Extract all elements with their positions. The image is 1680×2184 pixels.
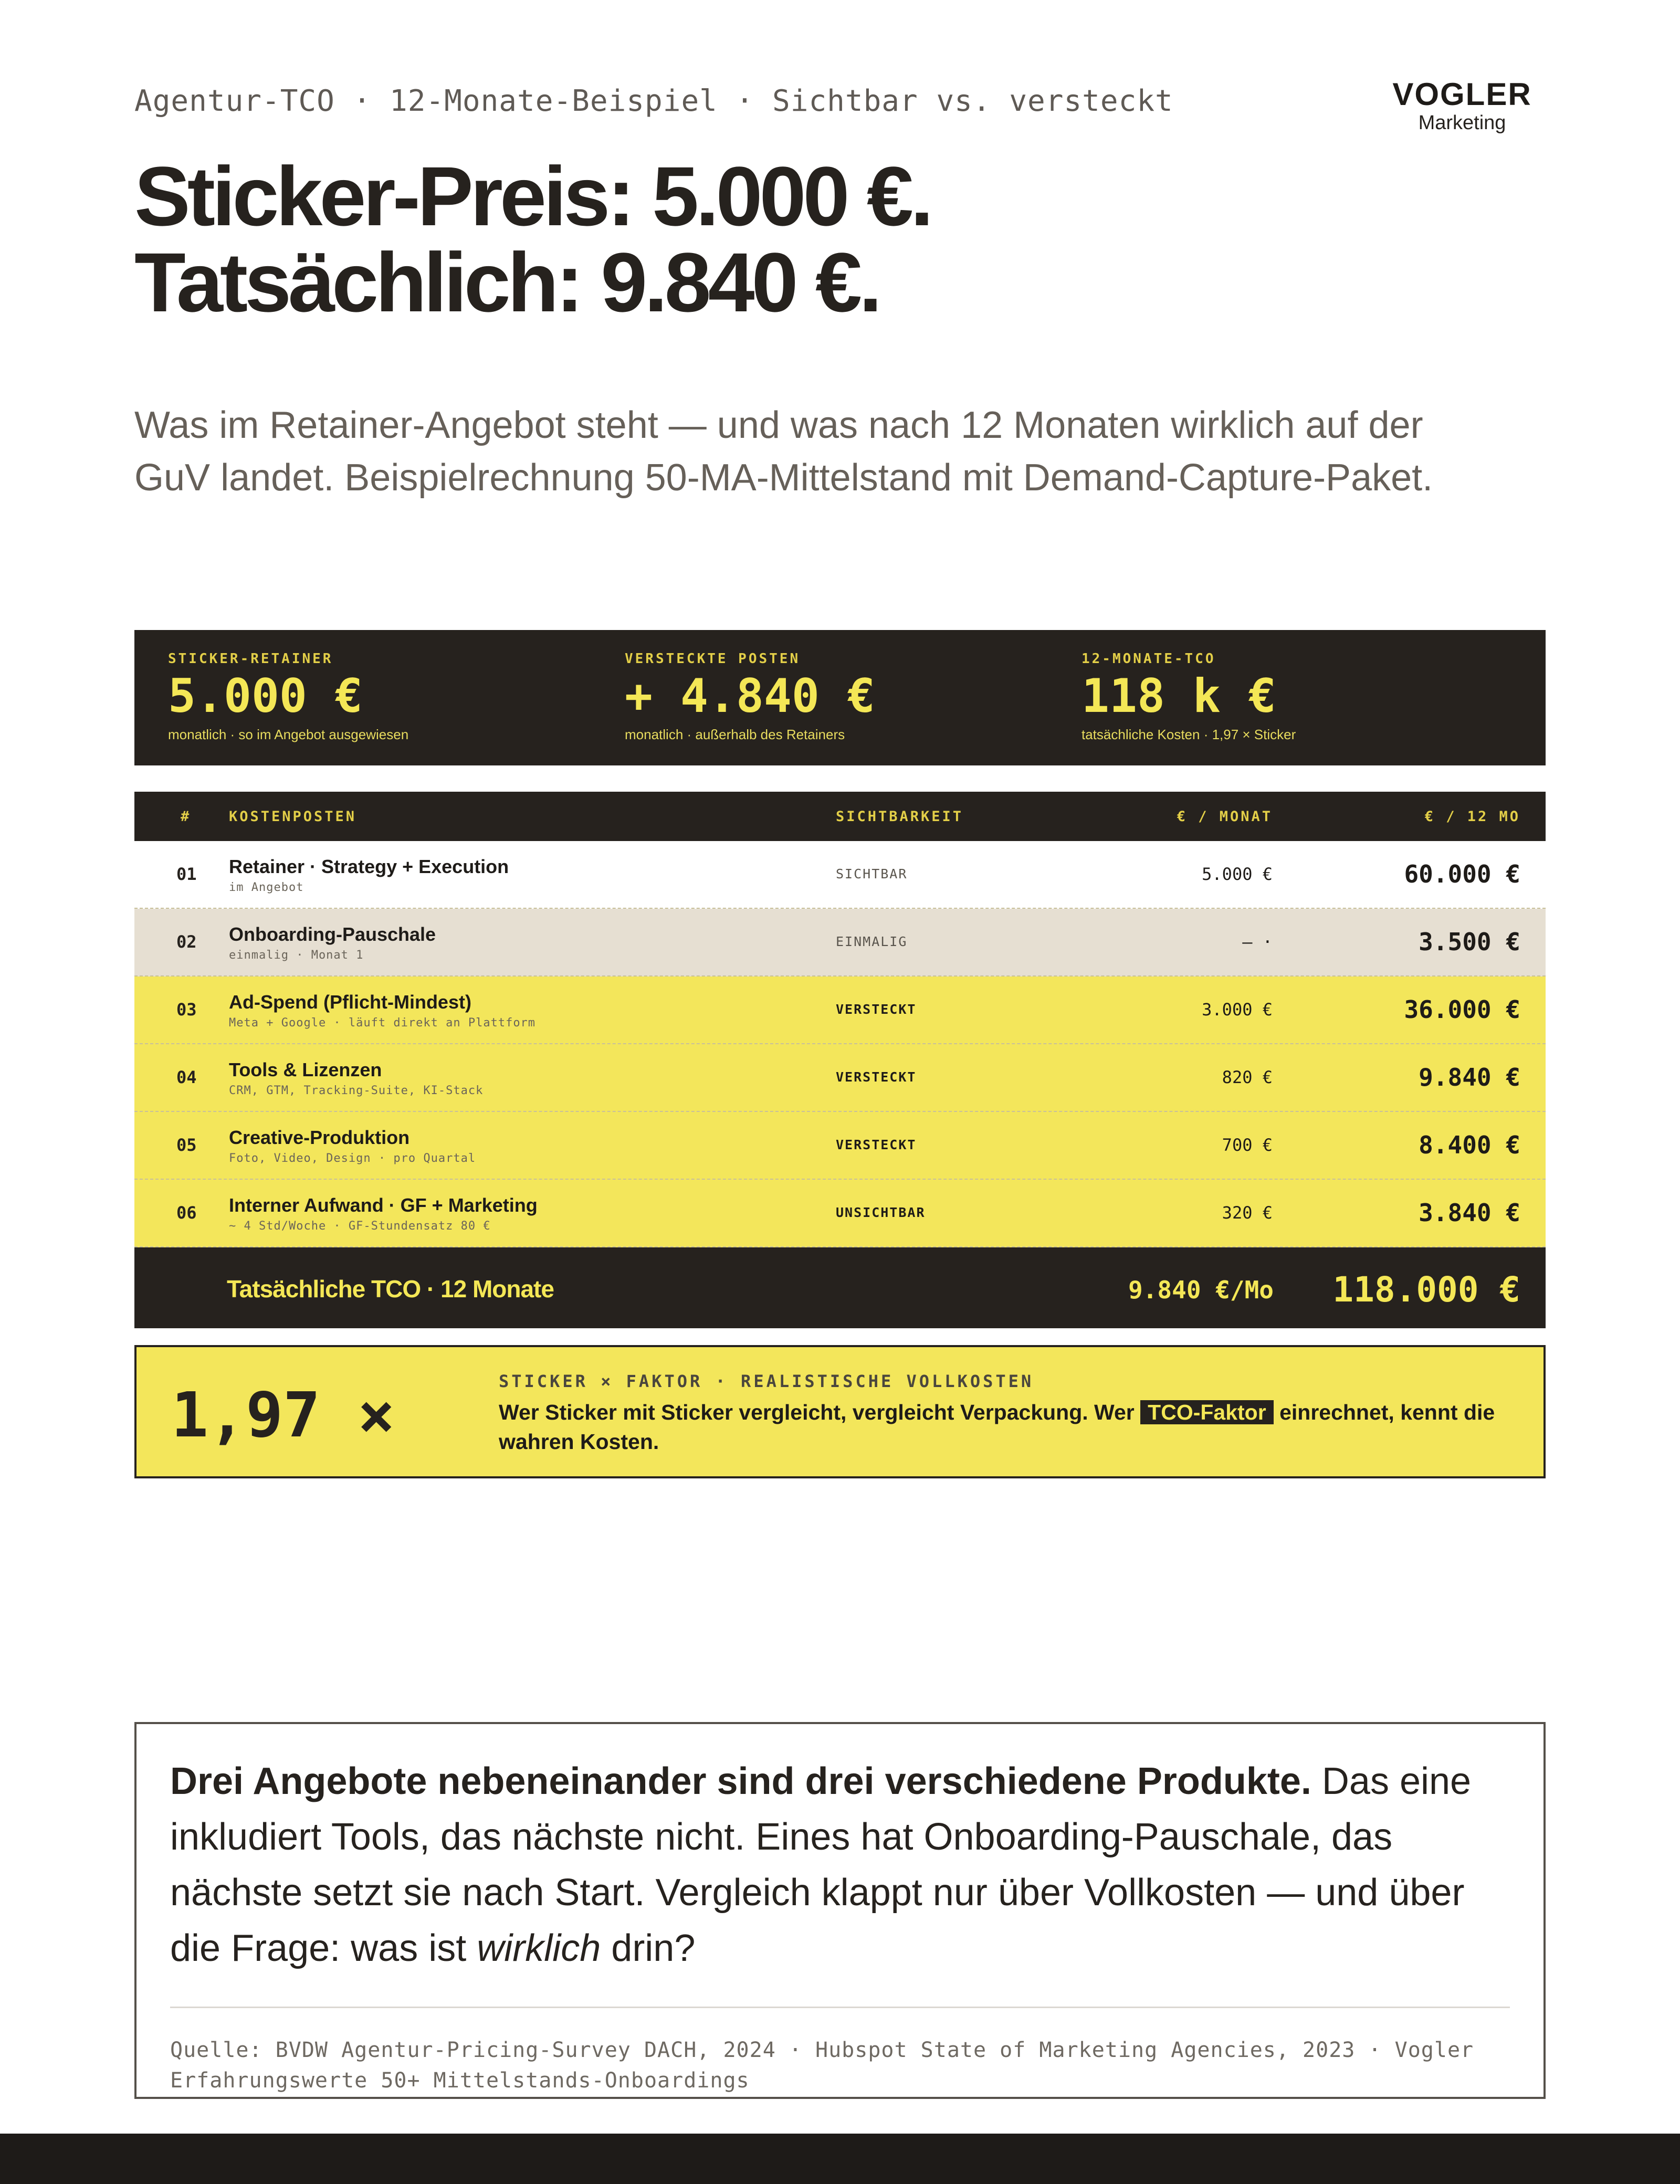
kpi-value: 118 k € xyxy=(1082,669,1276,723)
row-item-note: Meta + Google · läuft direkt an Plattform xyxy=(229,1016,536,1030)
row-year-cost: 60.000 € xyxy=(1404,860,1520,888)
row-item-note: im Angebot xyxy=(229,881,304,894)
headline-line-sticker: Sticker-Preis: 5.000 €. xyxy=(134,149,931,243)
row-visibility: EINMALIG xyxy=(836,934,908,949)
row-number: 01 xyxy=(176,864,197,884)
row-item-name: Interner Aufwand · GF + Marketing xyxy=(229,1194,538,1216)
factor-highlight: TCO-Faktor xyxy=(1140,1400,1274,1424)
row-visibility: VERSTECKT xyxy=(836,1137,917,1152)
col-header-month: € / MONAT xyxy=(1177,808,1273,825)
quote-body: Das eine inkludiert Tools, das nächste nicht. Eines hat Onboarding-Pauschale, das nächste setzt sie nach Start. Vergleich klappt nur über Vollkosten — und über die Frage: was ist xyxy=(170,1760,1472,1969)
kpi-label: STICKER-RETAINER xyxy=(168,651,333,667)
factor-callout xyxy=(134,1345,1546,1478)
table-row xyxy=(134,976,1546,1044)
col-header-item: KOSTENPOSTEN xyxy=(229,808,357,825)
footer-bar xyxy=(0,2134,1680,2184)
table-header xyxy=(134,792,1546,841)
total-label: Tatsächliche TCO · 12 Monate xyxy=(227,1275,554,1303)
row-item-note: CRM, GTM, Tracking-Suite, KI-Stack xyxy=(229,1084,484,1097)
table-total-row xyxy=(134,1247,1546,1328)
total-month-cost: 9.840 €/Mo xyxy=(1128,1276,1274,1304)
row-month-cost: 3.000 € xyxy=(1202,1000,1273,1020)
kpi-note: monatlich · außerhalb des Retainers xyxy=(625,727,845,742)
row-month-cost: 820 € xyxy=(1222,1067,1273,1087)
factor-text-before: Wer Sticker mit Sticker vergleicht, vergleicht Verpackung. Wer xyxy=(499,1400,1135,1424)
cost-table xyxy=(134,792,1546,1328)
page-headline xyxy=(134,149,931,329)
col-header-number: # xyxy=(181,808,192,825)
row-visibility: SICHTBAR xyxy=(836,866,908,881)
row-year-cost: 3.840 € xyxy=(1419,1199,1520,1227)
row-year-cost: 36.000 € xyxy=(1404,995,1520,1024)
row-visibility: VERSTECKT xyxy=(836,1002,917,1017)
quote-box xyxy=(134,1722,1546,2099)
factor-label: STICKER × FAKTOR · REALISTISCHE VOLLKOSTEN xyxy=(499,1371,1034,1391)
row-month-cost: 320 € xyxy=(1222,1203,1273,1223)
row-visibility: VERSTECKT xyxy=(836,1069,917,1085)
col-header-visibility: SICHTBARKEIT xyxy=(836,808,964,825)
row-year-cost: 9.840 € xyxy=(1419,1063,1520,1091)
kpi-value: + 4.840 € xyxy=(625,669,875,723)
row-number: 04 xyxy=(176,1067,197,1087)
row-visibility: UNSICHTBAR xyxy=(836,1205,926,1220)
page-subtitle: Was im Retainer-Angebot steht — und was nach 12 Monaten wirklich auf der GuV landet. Beispielrechnung 50-MA-Mittelstand mit Demand-Capture-Paket. xyxy=(134,404,1433,499)
brand-subtitle: Marketing xyxy=(1418,112,1506,134)
quote-end: drin? xyxy=(611,1927,696,1969)
kpi-sticker-retainer xyxy=(168,651,408,743)
quote-text xyxy=(170,1754,1514,1976)
table-row xyxy=(134,909,1546,976)
quote-divider xyxy=(170,2007,1510,2008)
row-year-cost: 3.500 € xyxy=(1419,928,1520,956)
source-note: Quelle: BVDW Agentur-Pricing-Survey DACH, 2024 · Hubspot State of Marketing Agencies, 2023 · Vogler Erfahrungswerte 50+ Mittelstands-Onboardings xyxy=(170,2038,1474,2093)
table-row xyxy=(134,1112,1546,1180)
table-row xyxy=(134,1180,1546,1247)
quote-bold-lead: Drei Angebote nebeneinander sind drei verschiedene Produkte. xyxy=(170,1760,1311,1802)
kpi-hidden-costs xyxy=(625,651,875,743)
row-year-cost: 8.400 € xyxy=(1419,1131,1520,1159)
table-row xyxy=(134,841,1546,909)
kpi-note: tatsächliche Kosten · 1,97 × Sticker xyxy=(1082,727,1296,742)
row-month-cost: 5.000 € xyxy=(1202,864,1273,884)
row-item-name: Tools & Lizenzen xyxy=(229,1059,382,1080)
row-month-cost: 700 € xyxy=(1222,1135,1273,1155)
factor-text xyxy=(499,1398,1517,1456)
brand-name: VOGLER xyxy=(1392,77,1532,112)
row-item-note: einmalig · Monat 1 xyxy=(229,949,364,962)
factor-text-after: einrechnet, kennt die wahren Kosten. xyxy=(499,1400,1495,1454)
page-kicker: Agentur-TCO · 12-Monate-Beispiel · Sichtbar vs. versteckt xyxy=(134,84,1173,118)
row-month-cost: — · xyxy=(1242,932,1273,952)
row-item-note: Foto, Video, Design · pro Quartal xyxy=(229,1152,476,1165)
row-number: 06 xyxy=(176,1203,197,1223)
kpi-label: 12-MONATE-TCO xyxy=(1082,651,1216,667)
col-header-year: € / 12 MO xyxy=(1424,808,1520,825)
row-number: 03 xyxy=(176,1000,197,1020)
row-item-name: Creative-Produktion xyxy=(229,1127,410,1148)
table-row xyxy=(134,1044,1546,1112)
row-number: 02 xyxy=(176,932,197,952)
factor-value: 1,97 × xyxy=(171,1379,395,1451)
total-year-cost: 118.000 € xyxy=(1332,1269,1520,1310)
kpi-value: 5.000 € xyxy=(168,669,363,723)
kpi-12-month-tco xyxy=(1082,651,1296,743)
headline-line-actual: Tatsächlich: 9.840 €. xyxy=(134,235,879,329)
kpi-note: monatlich · so im Angebot ausgewiesen xyxy=(168,727,409,742)
row-item-name: Ad-Spend (Pflicht-Mindest) xyxy=(229,991,471,1013)
row-item-name: Onboarding-Pauschale xyxy=(229,923,436,945)
quote-italic: wirklich xyxy=(477,1927,601,1969)
row-item-note: ~ 4 Std/Woche · GF-Stundensatz 80 € xyxy=(229,1220,491,1233)
kpi-bar xyxy=(134,630,1546,765)
row-item-name: Retainer · Strategy + Execution xyxy=(229,856,509,877)
row-number: 05 xyxy=(176,1135,197,1155)
brand-logo xyxy=(1376,78,1549,134)
kpi-label: VERSTECKTE POSTEN xyxy=(625,651,801,667)
